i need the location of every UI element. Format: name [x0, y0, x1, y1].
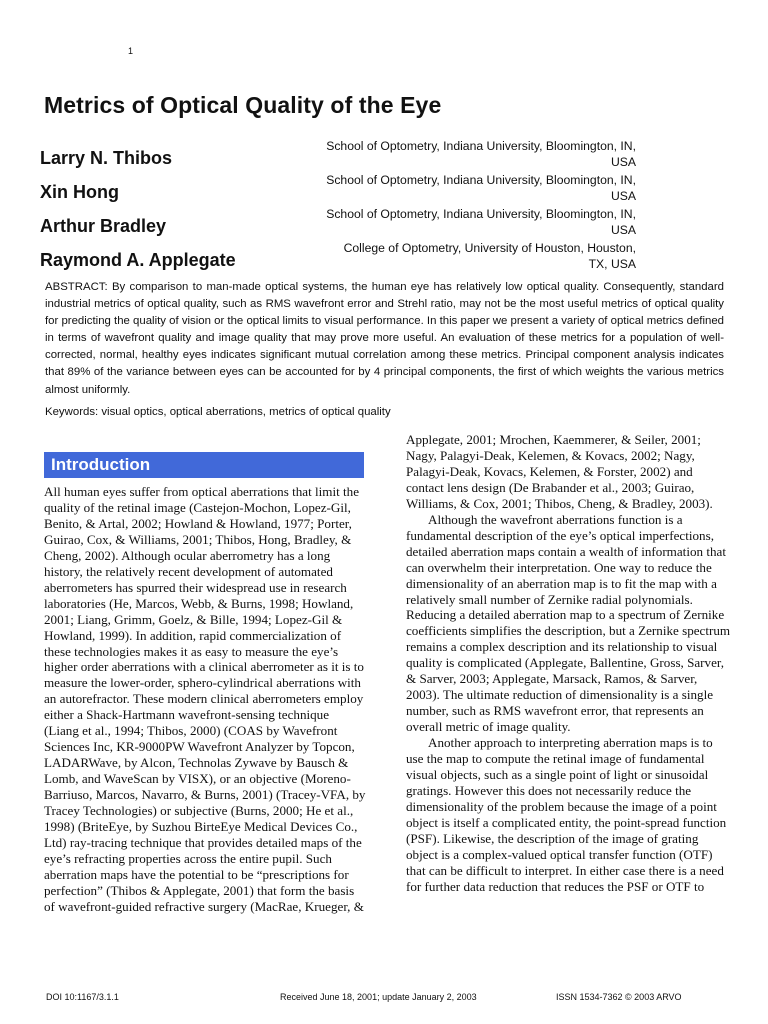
affiliation-line: School of Optometry, Indiana University, Bloomington, IN, — [326, 139, 636, 153]
author-affiliation — [270, 138, 636, 170]
left-column — [44, 484, 366, 915]
body-paragraph: All human eyes suffer from optical aberrations that limit the quality of the retinal image (Castejon-Mochon, Lopez-Gil, Benito, & Artal, 2002; Howland & Howland, 1977; Porter, Guirao, Cox, & Williams, 2001; Thibos, Hong, Bradley, & Cheng, 2002). Although ocular aberrometry has a long history, the relatively recent development of automated aberrometers has spurred their widespread use in research laboratories (He, Marcos, Webb, & Burns, 1998; Howland, 2001; Liang, Grimm, Goelz, & Bille, 1994; Lopez-Gil & Howland, 1999). In addition, rapid commercialization of these technologies makes it as easy to measure the eye’s higher order aberrations with a clinical aberrometer as it is to measure the lower-order, sphero-cylindrical aberrations with an autorefractor. These modern clinical aberrometers employ either a Shack-Hartmann wavefront-sensing technique (Liang et al., 1994; Thibos, 2000) (COAS by Wavefront Sciences Inc, KR-9000PW Wavefront Analyzer by Topcon, LADARWave, by Alcon, Technolas Zywave by Bausch & Lomb, and WaveScan by VISX), or an objective (Moreno-Barriuso, Marcos, Navarro, & Burns, 2001) (Tracey-VFA, by Tracey Technologies) or subjective (Burns, 2000; He et al., 1998) (BriteEye, by Suzhou BirteEye Medical Devices Co., Ltd) ray-tracing technique that provides detailed maps of the eye’s refracting properties across the entire pupil. Such aberration maps have the potential to be “prescriptions for perfection” (Thibos & Applegate, 2001) that form the basis of wavefront-guided refractive surgery (MacRae, Krueger, & — [44, 484, 366, 914]
paper-title: Metrics of Optical Quality of the Eye — [44, 92, 442, 118]
affiliation-line: School of Optometry, Indiana University, Bloomington, IN, — [326, 173, 636, 187]
footer-doi: DOI 10:1167/3.1.1 — [46, 992, 119, 1002]
author-name: Xin Hong — [40, 182, 119, 202]
affiliation-line: USA — [610, 155, 636, 169]
abstract: ABSTRACT: By comparison to man-made optical systems, the human eye has relatively low optical quality. Consequently, standard industrial metrics of optical quality, such as RMS wavefront error and Strehl ratio, may not be the most useful metrics of optical quality for predicting the quality of vision or the optical limits to visual performance. In this paper we present a variety of optical metrics defined in terms of wavefront quality and image quality that may prove more useful. An evaluation of these metrics for a population of well-corrected, normal, healthy eyes indicates significant mutual correlation among these metrics. Principal component analysis indicates that 89% of the variance between eyes can be accounted for by 4 principal components, the first of which weights the various metrics almost uniformly. — [45, 281, 724, 396]
author-affiliation — [270, 206, 636, 238]
right-column — [406, 432, 731, 895]
author-name: Arthur Bradley — [40, 216, 167, 236]
affiliation-line: USA — [610, 189, 636, 203]
affiliation-line: TX, USA — [588, 257, 636, 271]
author-name: Raymond A. Applegate — [40, 250, 236, 270]
body-paragraph: Although the wavefront aberrations function is a fundamental description of the eye’s optical imperfections, detailed aberration maps contain a wealth of information that can overwhelm their interpretation. One way to reduce the dimensionality of an aberration map is to fit the map with a relatively small number of Zernike radial polynomials. Reducing a detailed aberration map to a spectrum of Zernike coefficients simplifies the description, but a Zernike spectrum remains a complex description and its relationship to visual quality is complicated (Applegate, Ballentine, Gross, Sarver, & Sarver, 2003; Applegate, Marsack, Ramos, & Sarver, 2003). The ultimate reduction of dimensionality is a single number, such as RMS wavefront error, that represents an overall metric of image quality. — [406, 511, 731, 735]
footer-received: Received June 18, 2001; update January 2, 2003 — [280, 992, 477, 1002]
footer-issn: ISSN 1534-7362 © 2003 ARVO — [556, 992, 682, 1002]
author-name: Larry N. Thibos — [40, 148, 173, 168]
affiliation-line: School of Optometry, Indiana University, Bloomington, IN, — [326, 207, 636, 221]
keywords: Keywords: visual optics, optical aberrations, metrics of optical quality — [45, 406, 391, 418]
page-number: 1 — [128, 46, 134, 56]
body-paragraph: Applegate, 2001; Mrochen, Kaemmerer, & Seiler, 2001; Nagy, Palagyi-Deak, Kelemen, & Kovacs, 2002; Nagy, Palagyi-Deak, Kovacs, Kelemen, & Forster, 2002) and contact lens design (De Brabander et al., 2003; Guirao, Williams, & Cox, 2001; Thibos, Cheng, & Bradley, 2003). — [406, 432, 713, 511]
affiliation-line: College of Optometry, University of Houston, Houston, — [343, 241, 636, 255]
author-affiliation — [270, 172, 636, 204]
author-affiliation — [270, 240, 636, 272]
affiliation-line: USA — [610, 223, 636, 237]
body-paragraph: Another approach to interpreting aberration maps is to use the map to compute the retinal image of fundamental visual objects, such as a single point of light or sinusoidal gratings. However this does not necessarily reduce the dimensionality of the problem because the image of a point object is itself a complicated entity, the point-spread function (PSF). Likewise, the description of the image of grating object is a complex-valued optical transfer function (OTF) that can be difficult to interpret. In either case there is a need for further data reduction that reduces the PSF or OTF to — [406, 735, 727, 894]
section-heading-introduction: Introduction — [44, 452, 364, 478]
